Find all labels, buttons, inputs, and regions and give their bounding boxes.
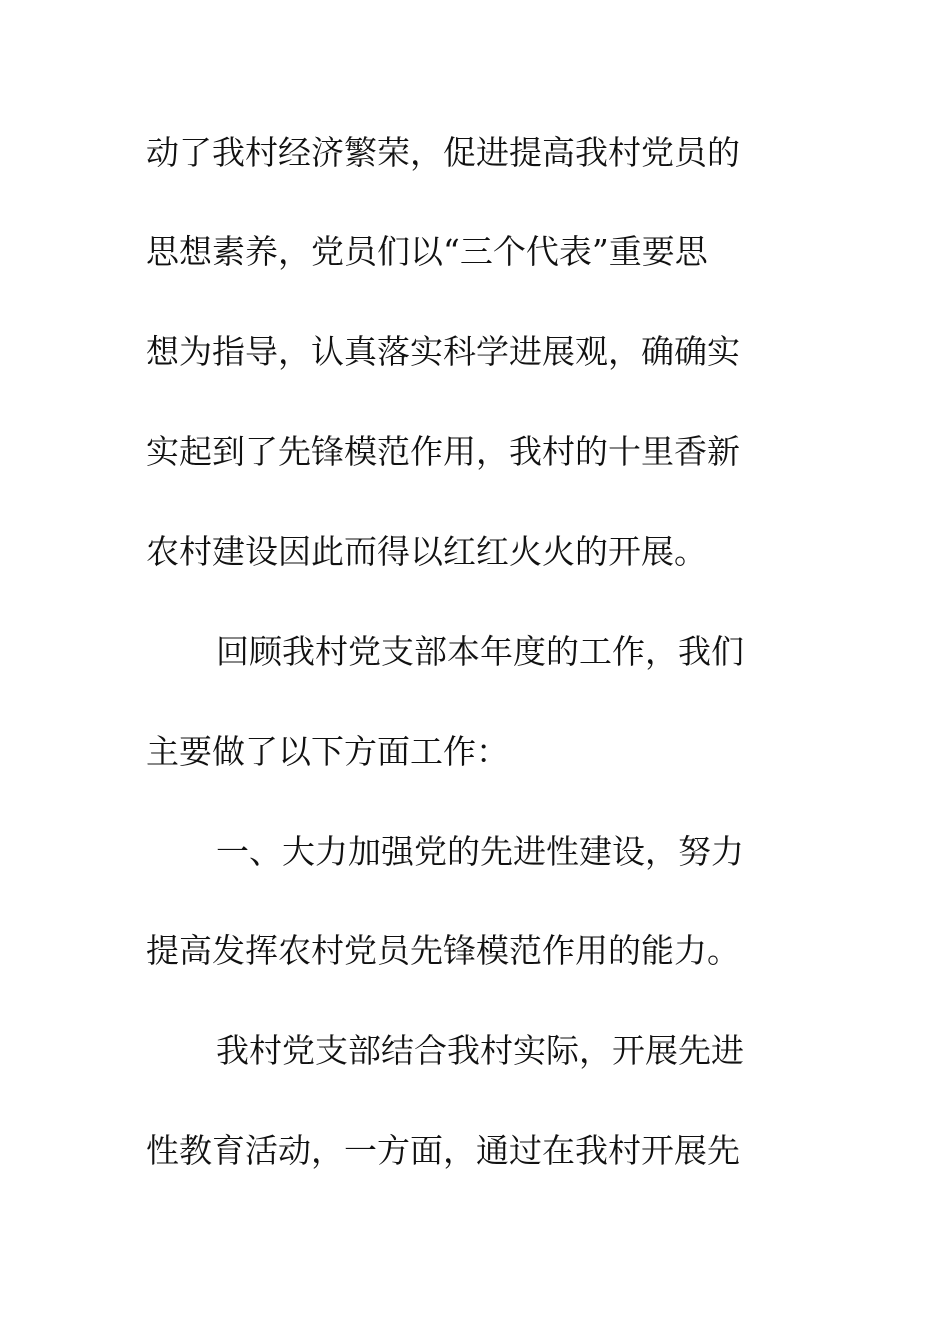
body-text-line: 实起到了先锋模范作用，我村的十里香新 bbox=[146, 432, 740, 471]
paragraph-first-line: 我村党支部结合我村实际，开展先进 bbox=[216, 1031, 744, 1070]
body-text-line: 主要做了以下方面工作： bbox=[146, 732, 509, 771]
paragraph-first-line: 回顾我村党支部本年度的工作，我们 bbox=[216, 632, 744, 671]
body-text-line: 农村建设因此而得以红红火火的开展。 bbox=[146, 532, 707, 571]
body-text-line: 性教育活动，一方面，通过在我村开展先 bbox=[146, 1131, 740, 1170]
section-heading-line: 一、大力加强党的先进性建设，努力 bbox=[216, 832, 744, 871]
body-text-line: 思想素养，党员们以“三个代表”重要思 bbox=[146, 232, 708, 271]
body-text-line: 动了我村经济繁荣，促进提高我村党员的 bbox=[146, 133, 740, 172]
section-heading-line: 提高发挥农村党员先锋模范作用的能力。 bbox=[146, 931, 740, 970]
body-text-line: 想为指导，认真落实科学进展观，确确实 bbox=[146, 332, 740, 371]
